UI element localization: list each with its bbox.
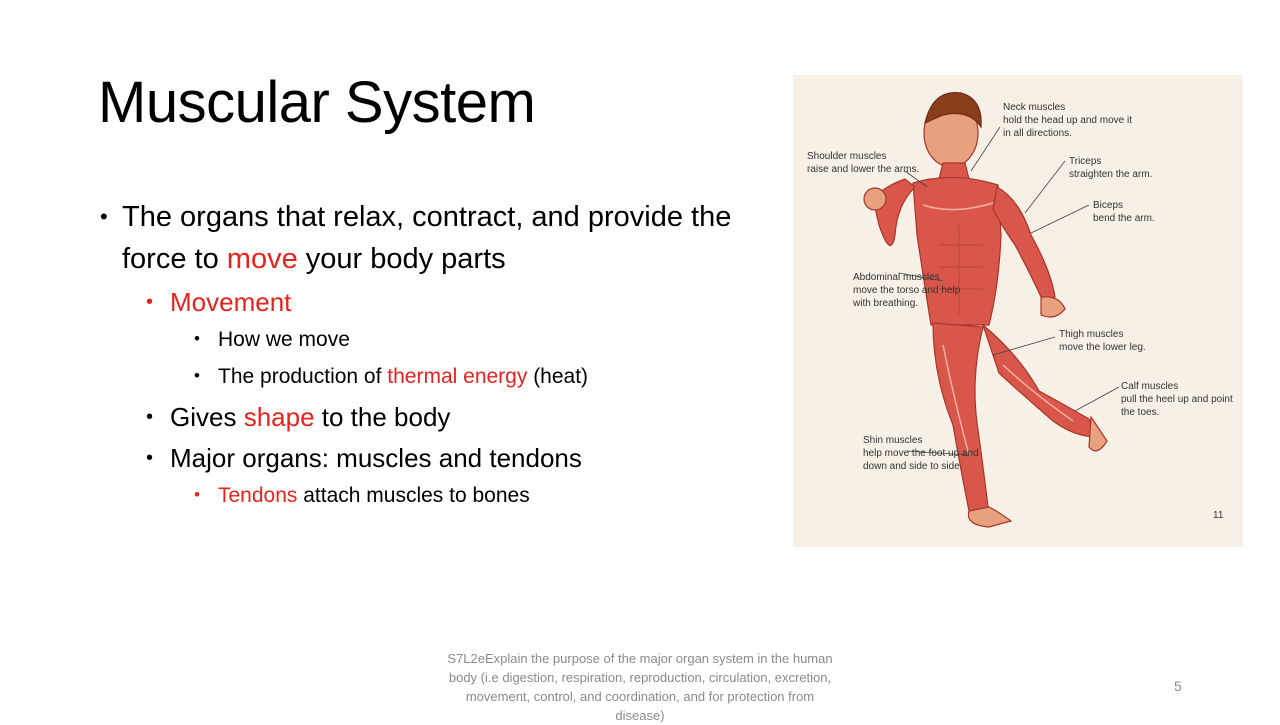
bullet-shape (100, 398, 780, 436)
bullet-text: (heat) (527, 365, 589, 388)
label-calf-muscles: Calf muscles (1121, 381, 1179, 392)
label-shin-muscles: Shin muscles (863, 435, 923, 446)
bullet-text: Gives (170, 402, 244, 432)
highlight-move: move (226, 243, 298, 275)
label-biceps-desc: bend the arm. (1093, 213, 1155, 224)
bullet-tendons (100, 477, 780, 514)
bullet-movement: • Movement (100, 283, 780, 321)
label-thigh-muscles: Thigh muscles (1059, 329, 1124, 340)
label-calf-desc-1: pull the heel up and point (1121, 394, 1233, 405)
slide-number: 5 (1174, 678, 1182, 694)
muscular-system-illustration (793, 75, 1243, 547)
label-neck-desc-2: in all directions. (1003, 128, 1072, 139)
label-biceps: Biceps (1093, 200, 1124, 211)
label-shin-desc-1: help move the foot up and (863, 448, 979, 459)
highlight-thermal-energy: thermal energy (387, 365, 528, 388)
label-abdominal-desc-2: with breathing. (853, 298, 919, 309)
label-abdominal-muscles: Abdominal muscles (853, 272, 940, 283)
standard-footnote: S7L2eExplain the purpose of the major organ system in the human body (i.e digestion, respiration, reproduction, circulation, excretion, movement, control, and coordination, and for protection from disease) (447, 651, 833, 723)
bullet-organs-definition (100, 196, 780, 280)
bullet-list (100, 196, 780, 514)
label-shin-desc-2: down and side to side. (863, 461, 963, 472)
highlight-tendons: Tendons (218, 484, 298, 507)
label-triceps-desc: straighten the arm. (1069, 169, 1153, 180)
label-thigh-desc: move the lower leg. (1059, 342, 1146, 353)
label-abdominal-desc-1: move the torso and help (853, 285, 961, 296)
bullet-thermal-energy (100, 358, 780, 395)
bullet-text: The organs that relax, contract, and provide the force to (122, 201, 732, 275)
figure-page-number: 11 (1213, 510, 1224, 521)
label-shoulder-muscles: Shoulder muscles (807, 151, 887, 162)
muscle-figure-svg (793, 75, 1243, 547)
label-neck-desc-1: hold the head up and move it (1003, 115, 1132, 126)
highlight-shape: shape (243, 402, 315, 432)
label-calf-desc-2: the toes. (1121, 407, 1160, 418)
bullet-text: your body parts (297, 243, 506, 275)
label-triceps: Triceps (1069, 156, 1102, 167)
bullet-text: The production of (218, 365, 388, 388)
label-shoulder-desc: raise and lower the arms. (807, 164, 920, 175)
bullet-how-we-move: • How we move (100, 321, 780, 358)
label-neck-muscles: Neck muscles (1003, 102, 1066, 113)
bullet-text: attach muscles to bones (297, 484, 530, 507)
bullet-major-organs: • Major organs: muscles and tendons (100, 439, 780, 477)
slide-title: Muscular System (98, 70, 536, 135)
bullet-text: to the body (314, 402, 451, 432)
